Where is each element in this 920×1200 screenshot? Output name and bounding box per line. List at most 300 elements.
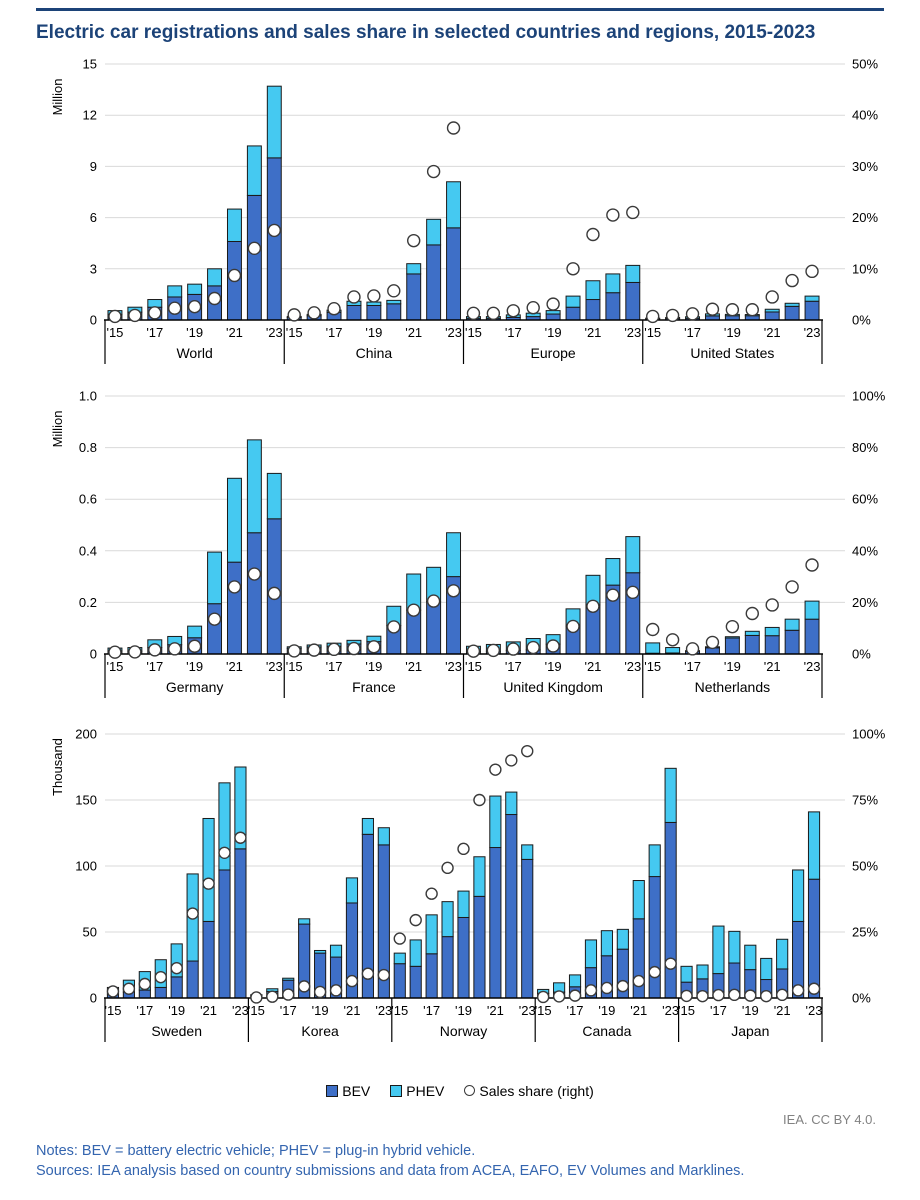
year-tick-label: '23 [445,658,463,674]
share-dot [647,310,659,322]
phev-bar [148,299,162,307]
share-dot [189,301,201,313]
region-label: Germany [165,678,224,695]
share-dot [547,298,559,310]
year-tick-label: '17 [684,324,702,340]
share-dot [299,981,310,992]
bev-bar [267,158,281,320]
bev-bar [546,314,560,320]
phev-bar [208,269,222,286]
right-axis-tick-label: 0% [852,646,871,662]
panel-svg-1 [0,382,920,714]
share-dot [567,620,579,632]
phev-bar [713,926,724,974]
bev-bar [208,604,222,654]
share-dot [601,982,612,993]
year-tick-label: '23 [624,324,642,340]
right-axis-tick-label: 100% [852,726,886,742]
notes-line: Notes: BEV = battery electric vehicle; PHEV = plug-in hybrid vehicle. [36,1142,476,1159]
chart-panel-2 [0,714,920,1064]
region-label: Europe [530,344,576,361]
bev-bar [203,921,214,998]
share-dot [746,304,758,316]
bev-bar [490,847,501,997]
phev-bar [646,643,660,653]
panel-svg-0 [0,50,920,382]
share-dot [288,309,300,321]
phev-bar [617,929,628,949]
left-axis-tick-label: 9 [89,158,97,174]
right-axis-tick-label: 40% [852,107,879,123]
year-tick-label: '15 [464,658,482,674]
share-dot [777,989,788,1000]
share-dot [806,559,818,571]
share-dot [554,991,565,1002]
phev-bar [566,296,580,307]
top-rule [36,8,884,11]
bev-bar [247,195,261,320]
bars-layer [108,86,819,320]
share-dot [169,302,181,314]
bev-bar [139,990,150,998]
share-dot [467,645,479,657]
share-dot [219,847,230,858]
phev-bar [188,626,202,638]
share-dot [155,971,166,982]
bev-bar [171,977,182,998]
share-dot [107,986,118,997]
year-tick-label: '21 [584,658,602,674]
share-dot [248,568,260,580]
phev-bar [725,637,739,638]
right-axis-tick-label: 0% [852,990,871,1006]
year-tick-label: '23 [803,324,821,340]
bev-bar [247,533,261,654]
share-dot [527,641,539,653]
bev-bar [219,870,230,998]
bev-bar [649,876,660,997]
left-axis-tick-label: 3 [89,261,97,277]
share-dot [786,274,798,286]
bev-bar [785,630,799,654]
phev-bar [586,281,600,300]
phev-bar [227,478,241,562]
right-axis-tick-label: 10% [852,261,879,277]
right-axis-tick-label: 50% [852,858,879,874]
bev-bar [745,635,759,654]
year-tick-label: '17 [504,324,522,340]
share-dot [585,985,596,996]
bev-bar [474,896,485,998]
chart-panel-0 [0,50,920,382]
share-dot [408,234,420,246]
year-tick-label: '23 [518,1002,536,1018]
legend-label-phev: PHEV [406,1082,445,1099]
year-tick-label: '21 [405,658,423,674]
bev-bar [427,601,441,653]
year-tick-label: '15 [644,658,662,674]
bev-bar [187,961,198,998]
year-tick-label: '17 [325,658,343,674]
region-label: World [176,344,213,361]
share-dot [467,307,479,319]
share-dot [346,975,357,986]
share-dot [587,228,599,240]
bev-bar [407,274,421,320]
share-dot [109,310,121,322]
phev-bar [765,627,779,635]
region-label: Sweden [151,1022,202,1039]
legend [0,1084,920,1098]
phev-bar [601,931,612,956]
share-dot [428,595,440,607]
phev-bar [267,473,281,518]
year-tick-label: '23 [662,1002,680,1018]
year-tick-label: '19 [598,1002,616,1018]
right-axis-tick-label: 60% [852,491,879,507]
share-dot [761,990,772,1001]
share-dot [667,309,679,321]
phev-bar [633,880,644,918]
chart-panel-1 [0,382,920,714]
year-tick-label: '21 [763,324,781,340]
year-tick-label: '19 [365,324,383,340]
share-dot [665,958,676,969]
year-tick-label: '21 [343,1002,361,1018]
sources-line: Sources: IEA analysis based on country submissions and data from ACEA, EAFO, EV Volumes and Marklines. [36,1162,745,1179]
phev-bar [793,870,804,921]
share-dot [506,755,517,766]
left-axis-tick-label: 0.8 [78,439,97,455]
phev-bar [546,310,560,313]
bev-bar [155,987,166,998]
phev-bar [665,768,676,822]
phev-bar [805,296,819,301]
share-dot [388,285,400,297]
phev-bar [761,958,772,979]
share-dot [426,888,437,899]
share-dot [129,309,141,321]
phev-bar [506,792,517,814]
share-dot [248,242,260,254]
left-axis-tick-label: 6 [89,209,97,225]
left-axis-tick-label: 50 [82,924,97,940]
region-label: Japan [731,1022,770,1039]
share-dot [408,604,420,616]
share-dot [149,307,161,319]
year-tick-label: '19 [186,658,204,674]
year-tick-label: '17 [423,1002,441,1018]
share-dot [328,643,340,655]
share-dot [442,862,453,873]
year-tick-label: '21 [773,1002,791,1018]
region-label: United States [690,344,775,361]
right-axis-tick-label: 80% [852,439,879,455]
year-tick-label: '23 [375,1002,393,1018]
phev-bar [387,300,401,303]
share-dot [766,599,778,611]
legend-item-bev [326,1084,370,1098]
share-dot [268,224,280,236]
right-axis-tick-label: 40% [852,543,879,559]
phev-bar [346,878,357,903]
year-tick-label: '19 [311,1002,329,1018]
right-axis-tick-label: 50% [852,56,879,72]
bev-bar [447,228,461,320]
share-dot [129,646,141,658]
right-axis-tick-label: 30% [852,158,879,174]
share-dot [522,746,533,757]
share-dot [109,646,121,658]
year-tick-label: '21 [225,658,243,674]
share-dot [745,990,756,1001]
share-dot [607,209,619,221]
share-dot [746,607,758,619]
bev-bar [442,936,453,997]
region-label: France [352,678,396,695]
region-label: Korea [301,1022,339,1039]
legend-item-phev [390,1084,444,1098]
share-dot [507,305,519,317]
year-tick-label: '19 [723,658,741,674]
share-dot [209,292,221,304]
dots-layer [109,122,818,322]
right-axis-tick-label: 20% [852,594,879,610]
year-tick-label: '19 [544,658,562,674]
year-tick-label: '15 [464,324,482,340]
phev-bar [168,286,182,297]
bev-bar [765,312,779,320]
phev-bar [427,219,441,245]
share-dot [123,983,134,994]
region-label: United Kingdom [503,678,603,695]
phev-bar [330,945,341,957]
share-dot [587,600,599,612]
labels-layer [104,1003,822,1039]
share-dot [448,585,460,597]
phev-bar [585,940,596,968]
unit-label: Million [50,410,65,448]
left-axis-tick-label: 15 [82,56,97,72]
share-dot [228,581,240,593]
phev-bar [362,818,373,834]
share-dot [139,978,150,989]
share-dot [627,206,639,218]
share-dot [507,643,519,655]
phev-bar [410,940,421,966]
share-dot [538,991,549,1002]
year-tick-label: '17 [325,324,343,340]
share-dot [627,586,639,598]
share-dot [649,966,660,977]
phev-bar [247,440,261,533]
bev-bar [227,562,241,654]
year-tick-label: '23 [265,658,283,674]
phev-bar [729,931,740,963]
bev-bar [387,304,401,320]
bev-bar [785,306,799,320]
share-dot [394,933,405,944]
left-axis-tick-label: 200 [75,726,97,742]
bev-swatch-icon [326,1085,338,1097]
left-axis-tick-label: 12 [82,107,97,123]
year-tick-label: '15 [104,1002,122,1018]
right-axis-tick-label: 0% [852,312,871,328]
phev-bar [267,86,281,158]
phev-bar [765,309,779,312]
phev-bar [666,647,680,652]
phev-bar [203,818,214,921]
phev-bar [681,966,692,982]
phev-bar [208,552,222,604]
share-dot [368,290,380,302]
share-dot [474,794,485,805]
share-dot [203,878,214,889]
share-dot [149,644,161,656]
bev-bar [665,822,676,998]
share-dot [331,985,342,996]
share-dot [706,636,718,648]
share-dot [368,641,380,653]
left-axis-tick-label: 0 [89,312,97,328]
share-dot [428,165,440,177]
share-dot [793,985,804,996]
share-dot [315,986,326,997]
share-dot [171,963,182,974]
share-dot [726,620,738,632]
left-axis-tick-label: 0.6 [78,491,97,507]
share-dot [567,263,579,275]
share-dot [697,990,708,1001]
region-label: Canada [582,1022,632,1039]
share-dot [288,645,300,657]
phev-bar [697,965,708,979]
phev-bar [777,939,788,969]
share-dot [228,269,240,281]
bev-bar [626,573,640,654]
phev-bar [569,975,580,987]
phev-bar [606,558,620,585]
unit-label: Thousand [50,737,65,796]
share-dot [617,980,628,991]
phev-bar [785,303,799,306]
phev-bar [490,796,501,847]
legend-label-bev: BEV [342,1082,371,1099]
left-axis-tick-label: 0.4 [78,543,97,559]
year-tick-label: '17 [146,658,164,674]
year-tick-label: '21 [405,324,423,340]
bev-bar [725,638,739,654]
year-tick-label: '23 [805,1002,823,1018]
phev-bar [447,182,461,228]
year-tick-label: '21 [630,1002,648,1018]
region-label: China [355,344,393,361]
year-tick-label: '15 [247,1002,265,1018]
share-dot [328,303,340,315]
year-tick-label: '17 [279,1002,297,1018]
share-dot [410,914,421,925]
right-axis-tick-label: 100% [852,388,886,404]
credit-line: IEA. CC BY 4.0. [783,1111,876,1127]
year-tick-label: '17 [566,1002,584,1018]
right-axis-tick-label: 20% [852,209,879,225]
phev-bar [447,533,461,577]
unit-label: Million [50,78,65,116]
year-tick-label: '17 [709,1002,727,1018]
year-tick-label: '19 [741,1002,759,1018]
share-dot [362,968,373,979]
share-dot [348,642,360,654]
year-tick-label: '15 [106,324,124,340]
year-tick-label: '23 [624,658,642,674]
year-tick-label: '15 [534,1002,552,1018]
share-dot [570,990,581,1001]
year-tick-label: '15 [285,658,303,674]
legend-label-sales-share: Sales share (right) [479,1082,594,1099]
phev-bar [227,209,241,241]
bev-bar [805,301,819,320]
bev-bar [805,619,819,654]
bev-bar [606,293,620,320]
share-dot [308,644,320,656]
phev-bar [785,619,799,630]
share-dot [726,304,738,316]
year-tick-label: '23 [445,324,463,340]
left-axis-tick-label: 0.2 [78,594,97,610]
phev-bar [745,945,756,969]
year-tick-label: '19 [186,324,204,340]
year-tick-label: '19 [455,1002,472,1018]
bev-bar [426,954,437,998]
year-tick-label: '23 [265,324,283,340]
share-dot [729,989,740,1000]
region-label: Norway [439,1022,488,1039]
share-dot [766,291,778,303]
bev-bar [267,519,281,654]
share-dot [267,991,278,1002]
share-dot [809,983,820,994]
share-dot [209,613,221,625]
phev-bar [458,891,469,917]
bev-bar [626,282,640,320]
year-tick-label: '19 [723,324,741,340]
share-dot [487,644,499,656]
bev-bar [765,636,779,654]
share-dot [490,764,501,775]
share-dot [687,308,699,320]
bev-bar [235,849,246,998]
right-axis-tick-label: 75% [852,792,879,808]
region-label: Netherlands [694,678,771,695]
phev-bar [626,265,640,282]
share-dot [681,990,692,1001]
share-dot [633,975,644,986]
share-dot [806,265,818,277]
share-dot [251,992,262,1003]
panel-svg-2 [0,714,920,1064]
share-dot [169,643,181,655]
share-dot [187,908,198,919]
phev-bar [808,812,819,879]
bev-bar [427,245,441,320]
share-dot [388,621,400,633]
share-dot [308,307,320,319]
year-tick-label: '15 [285,324,303,340]
phev-bar [283,978,294,980]
bev-bar [394,964,405,998]
share-dot [687,643,699,655]
share-dot [706,303,718,315]
